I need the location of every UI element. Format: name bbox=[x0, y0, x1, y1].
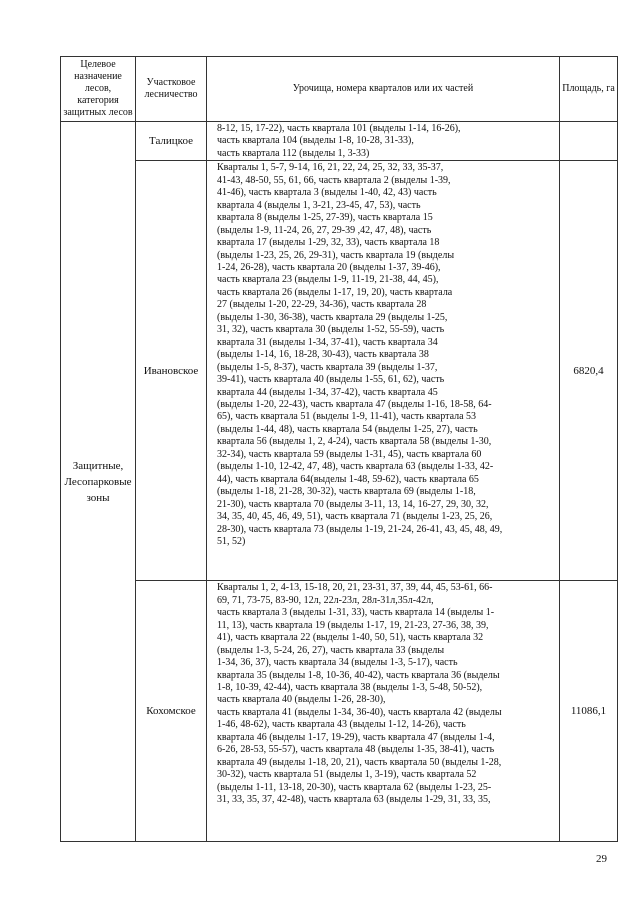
tracts-description bbox=[207, 122, 560, 161]
tract-line: 6-26, 28-53, 55-57), часть квартала 48 (выделы 1-35, 38-41), часть bbox=[217, 744, 495, 756]
tract-line: 41-46), часть квартала 3 (выделы 1-40, 42, 43) часть bbox=[217, 187, 437, 199]
forestry-name: Ивановское bbox=[136, 161, 207, 581]
tract-line: квартала 49 (выделы 1-18, 20, 21), часть квартала 50 (выделы 1-28, bbox=[217, 756, 502, 768]
tract-line: 1-8, 10-39, 42-44), часть квартала 38 (выделы 1-3, 5-48, 50-52), bbox=[217, 681, 483, 693]
area-value bbox=[560, 122, 618, 161]
tract-line: 32-34), часть квартала 59 (выделы 1-31, 45), часть квартала 60 bbox=[217, 448, 482, 460]
tract-line: 27 (выделы 1-20, 22-29, 34-36), часть квартала 28 bbox=[217, 299, 427, 311]
tract-line: квартала 4 (выделы 1, 3-21, 23-45, 47, 53), часть bbox=[217, 199, 421, 211]
tract-line: квартала 46 (выделы 1-17, 19-29), часть квартала 47 (выделы 1-4, bbox=[217, 731, 495, 743]
tract-line: 41), часть квартала 22 (выделы 1-40, 50, 51), часть квартала 32 bbox=[217, 632, 484, 644]
page-number: 29 bbox=[596, 853, 607, 865]
tract-line: 34, 35, 40, 45, 46, 49, 51), часть квартала 71 (выделы 1-23, 25, 26, bbox=[217, 511, 493, 523]
tract-line: 41-43, 48-50, 55, 61, 66, часть квартала 2 (выделы 1-39, bbox=[217, 174, 451, 186]
table-row bbox=[61, 161, 618, 581]
table-header-row bbox=[61, 57, 618, 122]
area-value: 11086,1 bbox=[560, 581, 618, 842]
tract-line: Кварталы 1, 2, 4-13, 15-18, 20, 21, 23-31, 37, 39, 44, 45, 53-61, 66- bbox=[217, 582, 493, 594]
tract-line: часть квартала 26 (выделы 1-17, 19, 20), часть квартала bbox=[217, 286, 453, 298]
tract-line: (выделы 1-20, 22-43), часть квартала 47 (выделы 1-16, 18-58, 64- bbox=[217, 398, 492, 410]
tract-line: (выделы 1-23, 25, 26, 29-31), часть квартала 19 (выделы bbox=[217, 249, 455, 261]
tract-line: квартала 56 (выделы 1, 2, 4-24), часть квартала 58 (выделы 1-30, bbox=[217, 436, 492, 448]
tract-line: 1-34, 36, 37), часть квартала 34 (выделы 1-3, 5-17), часть bbox=[217, 657, 458, 669]
tract-line: 28-30), часть квартала 73 (выделы 1-19, 21-24, 26-41, 43, 45, 48, 49, bbox=[217, 523, 503, 535]
tract-line: (выделы 1-30, 36-38), часть квартала 29 (выделы 1-25, bbox=[217, 311, 448, 323]
header-tracts: Урочища, номера кварталов или их частей bbox=[207, 57, 560, 122]
tract-line: (выделы 1-11, 13-18, 20-30), часть квартала 62 (выделы 1-23, 25- bbox=[217, 781, 492, 793]
tract-line: 31, 33, 35, 37, 42-48), часть квартала 63 (выделы 1-29, 31, 33, 35, bbox=[217, 794, 491, 806]
tract-line: квартала 31 (выделы 1-34, 37-41), часть квартала 34 bbox=[217, 336, 438, 348]
tract-line: часть квартала 41 (выделы 1-34, 36-40), часть квартала 42 (выделы bbox=[217, 706, 502, 718]
tracts-description bbox=[207, 161, 560, 581]
tract-line: квартала 17 (выделы 1-29, 32, 33), часть квартала 18 bbox=[217, 237, 440, 249]
tract-line: 1-24, 26-28), часть квартала 20 (выделы 1-37, 39-46), bbox=[217, 261, 441, 273]
tract-line: 8-12, 15, 17-22), часть квартала 101 (выделы 1-14, 16-26), bbox=[217, 123, 461, 134]
header-forestry: Участковое лесничество bbox=[136, 57, 207, 122]
tract-line: 31, 32), часть квартала 30 (выделы 1-52, 55-59), часть bbox=[217, 324, 445, 336]
forest-table bbox=[60, 56, 618, 842]
table-row bbox=[61, 122, 618, 161]
header-area: Площадь, га bbox=[560, 57, 618, 122]
tract-line: (выделы 1-9, 11-24, 26, 27, 29-39 ,42, 47, 48), часть bbox=[217, 224, 432, 236]
tract-line: (выделы 1-18, 21-28, 30-32), часть квартала 69 (выделы 1-18, bbox=[217, 486, 476, 498]
tract-line: квартала 44 (выделы 1-34, 37-42), часть квартала 45 bbox=[217, 386, 438, 398]
tract-line: часть квартала 40 (выделы 1-26, 28-30), bbox=[217, 694, 386, 706]
category-cell: Защитные, Лесопарковые зоны bbox=[61, 122, 136, 842]
tract-line: 1-46, 48-62), часть квартала 43 (выделы 1-12, 14-26), часть bbox=[217, 719, 466, 731]
tract-line: 11, 13), часть квартала 19 (выделы 1-17, 19, 21-23, 27-36, 38, 39, bbox=[217, 619, 489, 631]
header-purpose: Целевое назначение лесов, категория защитных лесов bbox=[61, 57, 136, 122]
tract-line: часть квартала 112 (выделы 1, 3-33) bbox=[217, 147, 370, 159]
tract-line: (выделы 1-44, 48), часть квартала 54 (выделы 1-25, 27), часть bbox=[217, 423, 478, 435]
table-row bbox=[61, 581, 618, 842]
tract-line: 69, 71, 73-75, 83-90, 12л, 22л-23л, 28л-31л,35л-42л, bbox=[217, 594, 434, 606]
tract-line: квартала 35 (выделы 1-8, 10-36, 40-42), часть квартала 36 (выделы bbox=[217, 669, 500, 681]
tract-line: 51, 52) bbox=[217, 535, 246, 547]
tract-line: Кварталы 1, 5-7, 9-14, 16, 21, 22, 24, 25, 32, 33, 35-37, bbox=[217, 162, 444, 174]
tract-line: часть квартала 3 (выделы 1-31, 33), часть квартала 14 (выделы 1- bbox=[217, 607, 495, 619]
tract-line: 30-32), часть квартала 51 (выделы 1, 3-19), часть квартала 52 bbox=[217, 769, 477, 781]
tract-line: квартала 8 (выделы 1-25, 27-39), часть квартала 15 bbox=[217, 212, 433, 224]
tract-line: (выделы 1-5, 8-37), часть квартала 39 (выделы 1-37, bbox=[217, 361, 438, 373]
tract-line: 44), часть квартала 64(выделы 1-48, 59-62), часть квартала 65 bbox=[217, 473, 479, 485]
tract-line: (выделы 1-10, 12-42, 47, 48), часть квартала 63 (выделы 1-33, 42- bbox=[217, 461, 494, 473]
tract-line: 21-30), часть квартала 70 (выделы 3-11, 13, 14, 16-27, 29, 30, 32, bbox=[217, 498, 489, 510]
tracts-description bbox=[207, 581, 560, 842]
forestry-name: Талицкое bbox=[136, 122, 207, 161]
area-value: 6820,4 bbox=[560, 161, 618, 581]
tract-line: (выделы 1-3, 5-24, 26, 27), часть квартала 33 (выделы bbox=[217, 644, 445, 656]
tract-line: 65), часть квартала 51 (выделы 1-9, 11-41), часть квартала 53 bbox=[217, 411, 477, 423]
forestry-name: Кохомское bbox=[136, 581, 207, 842]
tract-line: 39-41), часть квартала 40 (выделы 1-55, 61, 62), часть bbox=[217, 374, 445, 386]
tract-line: (выделы 1-14, 16, 18-28, 30-43), часть квартала 38 bbox=[217, 349, 429, 361]
tract-line: часть квартала 104 (выделы 1-8, 10-28, 31-33), bbox=[217, 135, 414, 147]
tract-line: часть квартала 23 (выделы 1-9, 11-19, 21-38, 44, 45), bbox=[217, 274, 439, 286]
